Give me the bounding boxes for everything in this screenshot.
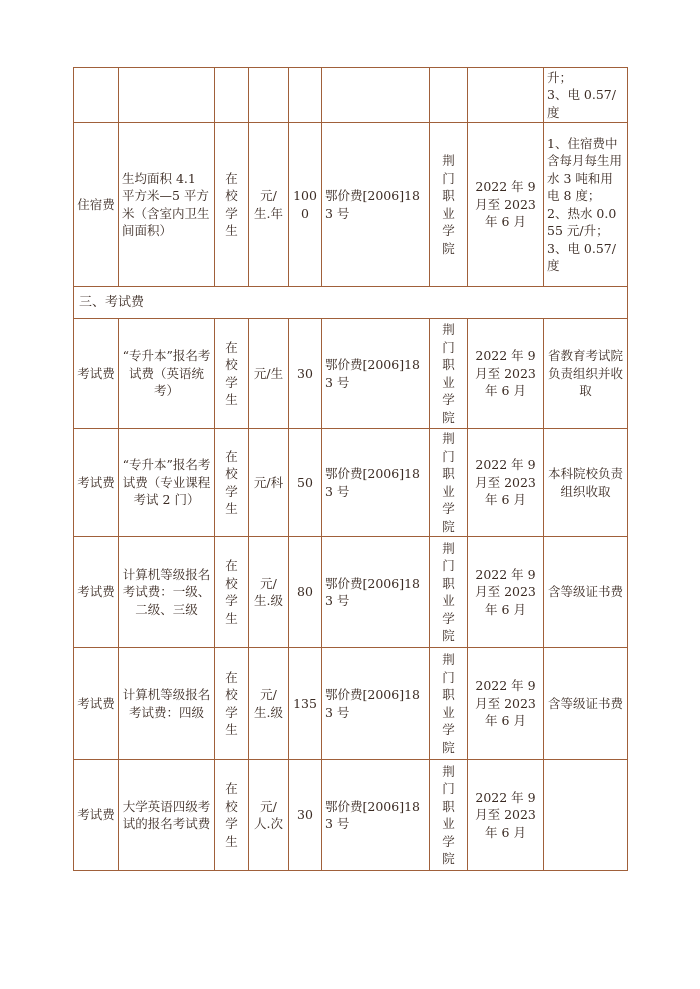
period-cell: 2022 年 9 月至 2023 年 6 月	[468, 760, 544, 871]
amount-cell: 50	[289, 429, 322, 537]
standard-cell: 大学英语四级考试的报名考试费	[119, 760, 215, 871]
table-row	[74, 648, 628, 760]
unit-cell: 元/生.年	[249, 123, 289, 287]
basis-cell: 鄂价费[2006]183 号	[322, 123, 430, 287]
standard-cell: “专升本”报名考试费（英语统考）	[119, 319, 215, 429]
amount-cell: 30	[289, 760, 322, 871]
basis-cell: 鄂价费[2006]183 号	[322, 537, 430, 648]
fee-table	[73, 67, 628, 871]
standard-cell: 计算机等级报名考试费：一级、二级、三级	[119, 537, 215, 648]
target-cell: 在 校 学 生	[215, 429, 249, 537]
item-cell: 考试费	[74, 429, 119, 537]
table-row	[74, 760, 628, 871]
period-cell: 2022 年 9 月至 2023 年 6 月	[468, 537, 544, 648]
note-cell: 含等级证书费	[544, 537, 628, 648]
unit-cell: 元/人.次	[249, 760, 289, 871]
standard-cell: 生均面积 4.1 平方米—5 平方米（含室内卫生间面积）	[119, 123, 215, 287]
target-cell: 在 校 学 生	[215, 123, 249, 287]
amount-cell: 1000	[289, 123, 322, 287]
target-cell: 在 校 学 生	[215, 760, 249, 871]
amount-cell: 135	[289, 648, 322, 760]
table-row	[74, 123, 628, 287]
table-row	[74, 68, 628, 123]
school-cell: 荆 门 职 业 学 院	[430, 537, 468, 648]
school-cell: 荆 门 职 业 学 院	[430, 648, 468, 760]
item-cell: 住宿费	[74, 123, 119, 287]
item-cell: 考试费	[74, 319, 119, 429]
unit-cell: 元/生.级	[249, 537, 289, 648]
note-cell: 省教育考试院负责组织并收取	[544, 319, 628, 429]
school-cell: 荆 门 职 业 学 院	[430, 760, 468, 871]
note-cell: 本科院校负责组织收取	[544, 429, 628, 537]
standard-cell: 计算机等级报名考试费：四级	[119, 648, 215, 760]
school-cell: 荆 门 职 业 学 院	[430, 123, 468, 287]
item-cell: 考试费	[74, 648, 119, 760]
note-cell: 1、住宿费中含每月每生用水 3 吨和用电 8 度； 2、热水 0.055 元/升； 3、电 0.57/度	[544, 123, 628, 287]
target-cell: 在 校 学 生	[215, 648, 249, 760]
note-cell	[544, 760, 628, 871]
basis-cell: 鄂价费[2006]183 号	[322, 760, 430, 871]
basis-cell: 鄂价费[2006]183 号	[322, 429, 430, 537]
amount-cell: 30	[289, 319, 322, 429]
unit-cell: 元/科	[249, 429, 289, 537]
table-row	[74, 319, 628, 429]
target-cell: 在 校 学 生	[215, 319, 249, 429]
school-cell: 荆 门 职 业 学 院	[430, 319, 468, 429]
target-cell: 在 校 学 生	[215, 537, 249, 648]
table-row	[74, 429, 628, 537]
item-cell: 考试费	[74, 537, 119, 648]
period-cell: 2022 年 9 月至 2023 年 6 月	[468, 123, 544, 287]
item-cell: 考试费	[74, 760, 119, 871]
unit-cell: 元/生	[249, 319, 289, 429]
section-row	[74, 287, 628, 319]
table-row	[74, 537, 628, 648]
school-cell: 荆 门 职 业 学 院	[430, 429, 468, 537]
amount-cell: 80	[289, 537, 322, 648]
section-title: 三、考试费	[74, 287, 628, 319]
basis-cell: 鄂价费[2006]183 号	[322, 648, 430, 760]
period-cell: 2022 年 9 月至 2023 年 6 月	[468, 429, 544, 537]
period-cell: 2022 年 9 月至 2023 年 6 月	[468, 648, 544, 760]
note-cell: 含等级证书费	[544, 648, 628, 760]
standard-cell: “专升本”报名考试费（专业课程考试 2 门）	[119, 429, 215, 537]
period-cell: 2022 年 9 月至 2023 年 6 月	[468, 319, 544, 429]
unit-cell: 元/生.级	[249, 648, 289, 760]
basis-cell: 鄂价费[2006]183 号	[322, 319, 430, 429]
note-cell: 升； 3、电 0.57/ 度	[544, 68, 628, 123]
